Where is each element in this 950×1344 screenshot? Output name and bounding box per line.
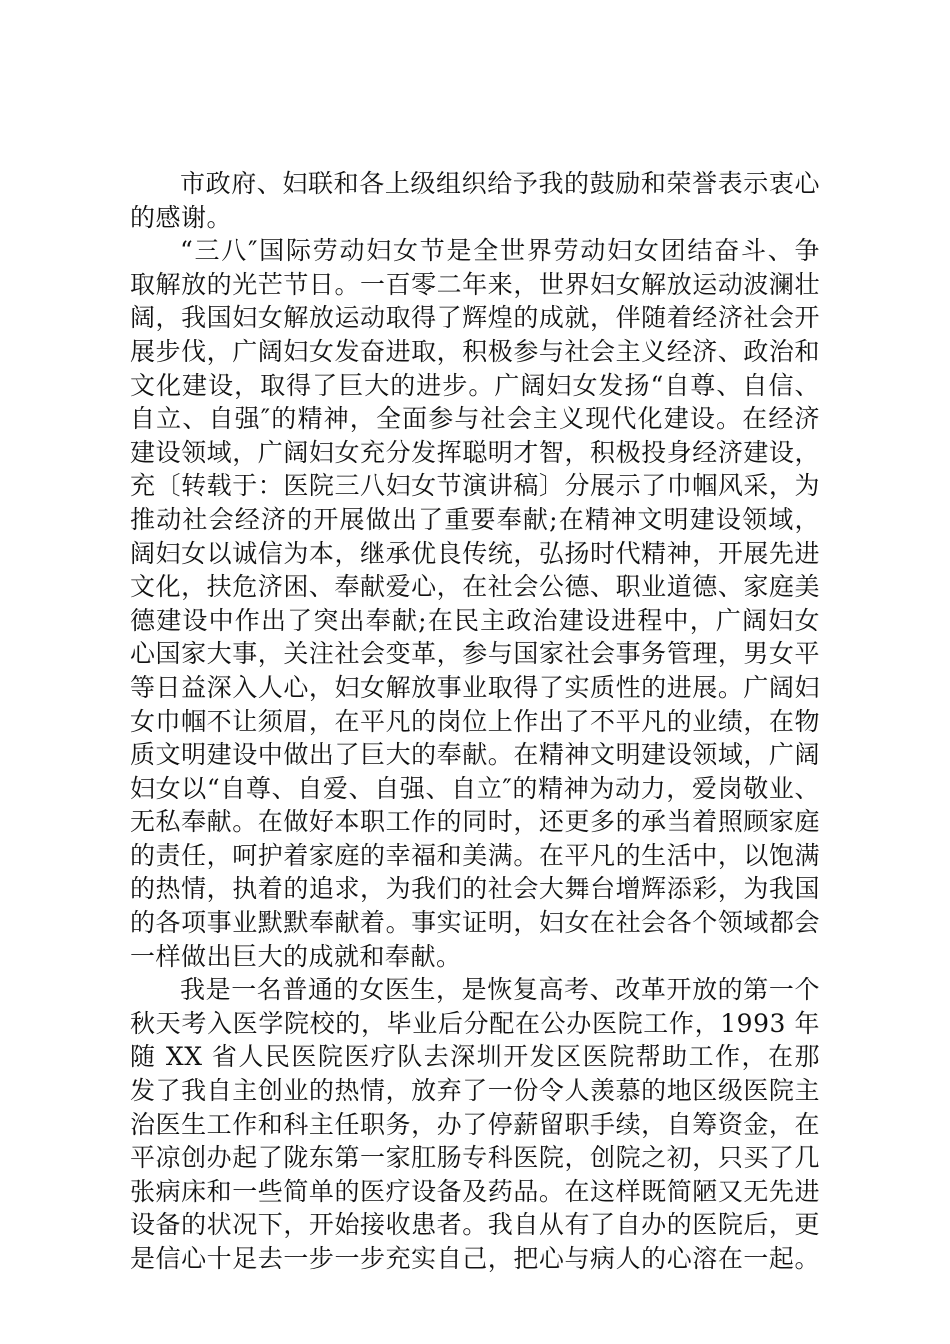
paragraph-2-line-10: 阔妇女以诚信为本，继承优良传统，弘扬时代精神，开展先进: [130, 538, 820, 568]
paragraph-2-line-16: 质文明建设中做出了巨大的奉献。在精神文明建设领域，广阔: [130, 740, 820, 770]
paragraph-2-line-1: “三八″国际劳动妇女节是全世界劳动妇女团结奋斗、争: [180, 236, 820, 266]
paragraph-3-line-4: 发了我自主创业的热情，放弃了一份令人羡慕的地区级医院主: [130, 1076, 820, 1106]
paragraph-1-line-1: 市政府、妇联和各上级组织给予我的鼓励和荣誉表示衷心: [180, 169, 820, 198]
document-body: [130, 167, 820, 1276]
paragraph-2-line-20: 的热情，执着的追求，为我们的社会大舞台增辉添彩，为我国: [130, 874, 820, 904]
paragraph-2-line-18: 无私奉献。在做好本职工作的同时，还更多的承当着照顾家庭: [130, 807, 820, 837]
paragraph-2-line-6: 自立、自强″的精神，全面参与社会主义现代化建设。在经济: [130, 404, 820, 434]
paragraph-3-line-1: 我是一名普通的女医生，是恢复高考、改革开放的第一个: [180, 975, 820, 1005]
paragraph-2-line-4: 展步伐，广阔妇女发奋进取，积极参与社会主义经济、政治和: [130, 336, 820, 366]
paragraph-3-line-5: 治医生工作和科主任职务，办了停薪留职手续，自筹资金，在: [130, 1109, 820, 1139]
paragraph-3-line-9: 是信心十足去一步一步充实自己，把心与病人的心溶在一起。: [130, 1244, 820, 1273]
paragraph-2-line-14: 等日益深入人心，妇女解放事业取得了实质性的进展。广阔妇: [130, 672, 820, 702]
paragraph-2-line-8: 充〔转载于：医院三八妇女节演讲稿〕分展示了巾帼风采，为: [130, 471, 820, 501]
paragraph-2-line-13: 心国家大事，关注社会变革，参与国家社会事务管理，男女平: [130, 639, 820, 669]
paragraph-2-line-19: 的责任，呵护着家庭的幸福和美满。在平凡的生活中，以饱满: [130, 840, 820, 870]
paragraph-2-line-12: 德建设中作出了突出奉献;在民主政治建设进程中，广阔妇女: [130, 605, 820, 635]
paragraph-2-line-22: 一样做出巨大的成就和奉献。: [130, 941, 462, 971]
paragraph-2-line-9: 推动社会经济的开展做出了重要奉献;在精神文明建设领域，: [130, 504, 820, 534]
paragraph-3-line-3: 随 XX 省人民医院医疗队去深圳开发区医院帮助工作，在那: [130, 1042, 820, 1072]
paragraph-2-line-2: 取解放的光芒节日。一百零二年来，世界妇女解放运动波澜壮: [130, 269, 820, 299]
paragraph-1-line-2: 的感谢。: [130, 202, 233, 232]
paragraph-3-line-6: 平凉创办起了陇东第一家肛肠专科医院，创院之初，只买了几: [130, 1143, 820, 1173]
paragraph-2-line-17: 妇女以“自尊、自爱、自强、自立″的精神为动力，爱岗敬业、: [130, 773, 820, 803]
paragraph-2-line-21: 的各项事业默默奉献着。事实证明，妇女在社会各个领域都会: [130, 908, 820, 938]
paragraph-2-line-7: 建设领域，广阔妇女充分发挥聪明才智，积极投身经济建设，: [130, 437, 820, 467]
paragraph-2-line-3: 阔，我国妇女解放运动取得了辉煌的成就，伴随着经济社会开: [130, 303, 820, 333]
paragraph-3-line-7: 张病床和一些简单的医疗设备及药品。在这样既简陋又无先进: [130, 1176, 820, 1206]
paragraph-2-line-15: 女巾帼不让须眉，在平凡的岗位上作出了不平凡的业绩，在物: [130, 706, 820, 736]
paragraph-2-line-5: 文化建设，取得了巨大的进步。广阔妇女发扬“自尊、自信、: [130, 370, 820, 400]
paragraph-3-line-8: 设备的状况下，开始接收患者。我自从有了自办的医院后，更: [130, 1210, 820, 1240]
paragraph-2-line-11: 文化，扶危济困、奉献爱心，在社会公德、职业道德、家庭美: [130, 572, 820, 602]
paragraph-3-line-2: 秋天考入医学院校的，毕业后分配在公办医院工作，1993 年: [130, 1008, 820, 1038]
